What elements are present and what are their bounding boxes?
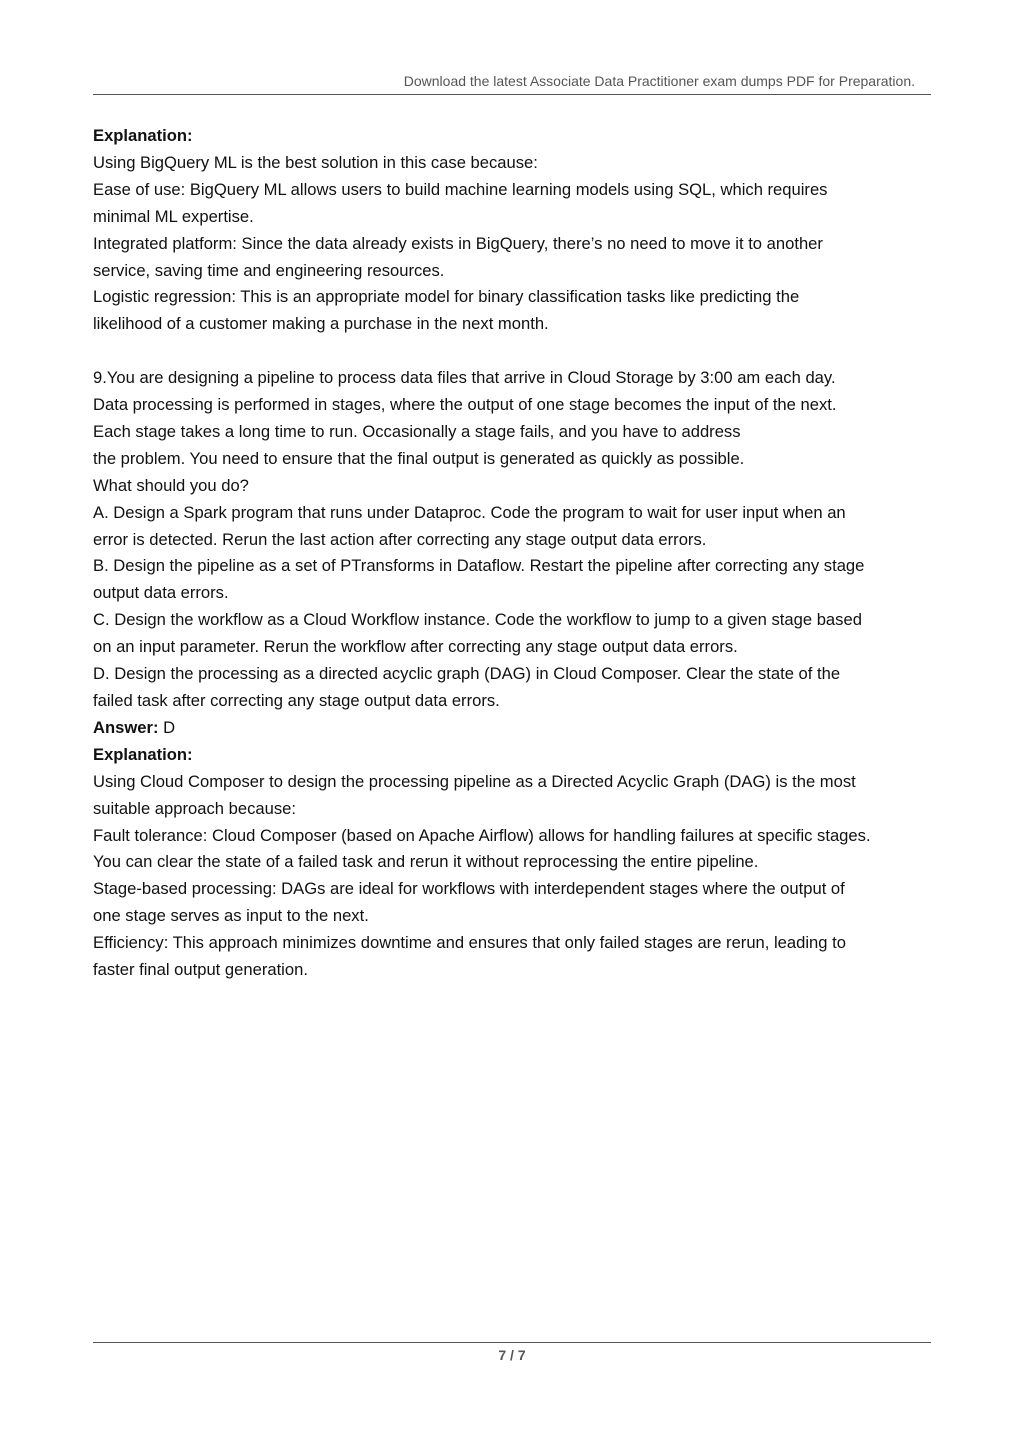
explanation-line: Stage-based processing: DAGs are ideal for workflows with interdependent stages where the output of xyxy=(93,879,845,899)
option-line: A. Design a Spark program that runs under Dataproc. Code the program to wait for user input when an xyxy=(93,502,846,522)
explanation-line: Using Cloud Composer to design the processing pipeline as a Directed Acyclic Graph (DAG) is the most xyxy=(93,771,856,791)
option-line: B. Design the pipeline as a set of PTransforms in Dataflow. Restart the pipeline after correcting any stage xyxy=(93,556,865,576)
answer-line xyxy=(93,715,943,742)
explanation-line: service, saving time and engineering resources. xyxy=(93,260,445,280)
explanation-line: one stage serves as input to the next. xyxy=(93,906,369,926)
question-line: 9.You are designing a pipeline to process data files that arrive in Cloud Storage by 3:00 am each day. xyxy=(93,368,836,388)
page-content xyxy=(93,123,943,984)
explanation-heading: Explanation: xyxy=(93,744,193,764)
explanation-line: You can clear the state of a failed task and rerun it without reprocessing the entire pipeline. xyxy=(93,852,759,872)
option-line: failed task after correcting any stage output data errors. xyxy=(93,691,500,711)
explanation-line: Integrated platform: Since the data already exists in BigQuery, there’s no need to move it to another xyxy=(93,233,823,253)
option-line: on an input parameter. Rerun the workflow after correcting any stage output data errors. xyxy=(93,637,738,657)
explanation-line: Logistic regression: This is an appropriate model for binary classification tasks like predicting the xyxy=(93,287,800,307)
option-line: D. Design the processing as a directed acyclic graph (DAG) in Cloud Composer. Clear the state of the xyxy=(93,664,841,684)
page-footer xyxy=(93,1342,931,1363)
paragraph-gap xyxy=(93,338,943,365)
option-line: error is detected. Rerun the last action after correcting any stage output data errors. xyxy=(93,529,707,549)
explanation-line: minimal ML expertise. xyxy=(93,206,254,226)
page-header xyxy=(93,70,931,95)
option-line: C. Design the workflow as a Cloud Workflow instance. Code the workflow to jump to a given stage based xyxy=(93,610,862,630)
header-text: Download the latest Associate Data Practitioner exam dumps PDF for Preparation. xyxy=(403,73,915,89)
explanation-line: faster final output generation. xyxy=(93,960,308,980)
option-line: output data errors. xyxy=(93,583,229,603)
explanation-line: Ease of use: BigQuery ML allows users to build machine learning models using SQL, which requires xyxy=(93,179,828,199)
answer-value: D xyxy=(158,717,176,737)
question-line: Data processing is performed in stages, where the output of one stage becomes the input of the next. xyxy=(93,395,837,415)
answer-label: Answer: xyxy=(93,717,159,737)
question-line: What should you do? xyxy=(93,475,249,495)
explanation-line: Using BigQuery ML is the best solution in this case because: xyxy=(93,152,538,172)
explanation-line: Fault tolerance: Cloud Composer (based on Apache Airflow) allows for handling failures at specific stages. xyxy=(93,825,871,845)
explanation-heading: Explanation: xyxy=(93,126,193,145)
question-line: Each stage takes a long time to run. Occasionally a stage fails, and you have to address xyxy=(93,421,741,441)
question-line: the problem. You need to ensure that the final output is generated as quickly as possible. xyxy=(93,448,745,468)
explanation-line: likelihood of a customer making a purchase in the next month. xyxy=(93,314,549,334)
explanation-line: Efficiency: This approach minimizes downtime and ensures that only failed stages are rerun, leading to xyxy=(93,933,846,953)
explanation-line: suitable approach because: xyxy=(93,798,296,818)
page-number: 7 / 7 xyxy=(498,1347,526,1363)
